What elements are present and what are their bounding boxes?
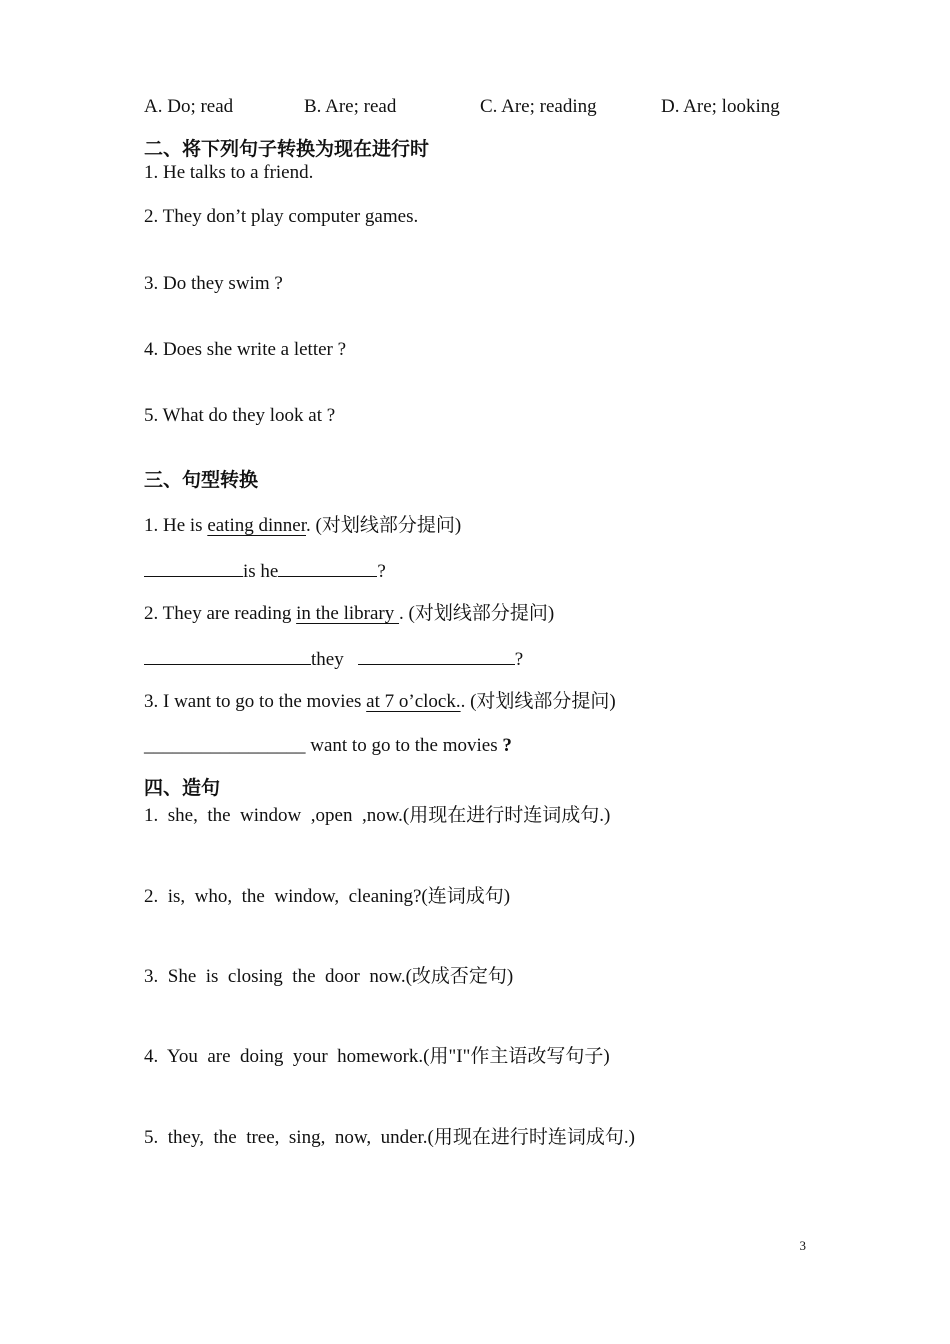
option-a: A. Do; read (144, 96, 234, 117)
section2-heading: 二、将下列句子转换为现在进行时 (144, 138, 430, 160)
q3-prefix: 3. I want to go to the movies (144, 691, 367, 712)
q3-underlined: at 7 o’clock. (366, 691, 461, 712)
section4-item-1: 1. she, the window ,open ,now.(用现在进行时连词成句.) (144, 805, 611, 826)
q1-underlined: eating dinner (207, 515, 306, 536)
page-number: 3 (799, 1238, 806, 1253)
a1-end: ? (377, 561, 386, 582)
q3-suffix: . (对划线部分提问) (460, 691, 616, 712)
answer-blank[interactable] (144, 560, 243, 577)
section3-answer-2 (144, 648, 523, 669)
a2-mid: they (311, 649, 344, 670)
section2-item-1: 1. He talks to a friend. (144, 162, 314, 183)
section3-question-1 (144, 516, 461, 535)
q2-suffix: . (对划线部分提问) (399, 603, 555, 624)
q1-suffix: . (对划线部分提问) (306, 515, 462, 536)
a2-end: ? (514, 649, 524, 670)
section2-item-5: 5. What do they look at ? (144, 405, 336, 426)
options-row (0, 97, 950, 119)
section3-answer-3 (144, 736, 512, 755)
section3-question-2 (144, 604, 554, 623)
a1-mid: is he (243, 561, 279, 582)
answer-blank[interactable] (358, 648, 515, 665)
option-c: C. Are; reading (480, 96, 597, 117)
answer-blank[interactable] (144, 648, 311, 665)
a3-blank[interactable]: _________________ (144, 735, 306, 756)
option-b: B. Are; read (304, 96, 397, 117)
section3-answer-1 (144, 560, 386, 581)
section2-item-2: 2. They don’t play computer games. (144, 206, 419, 227)
section4-heading: 四、造句 (144, 777, 221, 799)
section4-item-3: 3. She is closing the door now.(改成否定句) (144, 966, 514, 987)
section3-heading: 三、句型转换 (144, 469, 259, 491)
section2-item-3: 3. Do they swim ? (144, 273, 283, 294)
section4-item-2: 2. is, who, the window, cleaning?(连词成句) (144, 886, 511, 907)
answer-blank[interactable] (278, 560, 377, 577)
section4-item-4: 4. You are doing your homework.(用"I"作主语改写句子) (144, 1046, 610, 1067)
q2-underlined: in the library (296, 603, 400, 624)
section2-item-4: 4. Does she write a letter ? (144, 339, 347, 360)
q1-prefix: 1. He is (144, 515, 208, 536)
q2-prefix: 2. They are reading (144, 603, 297, 624)
a3-rest: want to go to the movies (305, 735, 503, 756)
section3-question-3 (144, 692, 616, 711)
section4-item-5: 5. they, the tree, sing, now, under.(用现在进行时连词成句.) (144, 1127, 635, 1148)
option-d: D. Are; looking (661, 96, 780, 117)
a3-qmark: ? (502, 735, 512, 756)
